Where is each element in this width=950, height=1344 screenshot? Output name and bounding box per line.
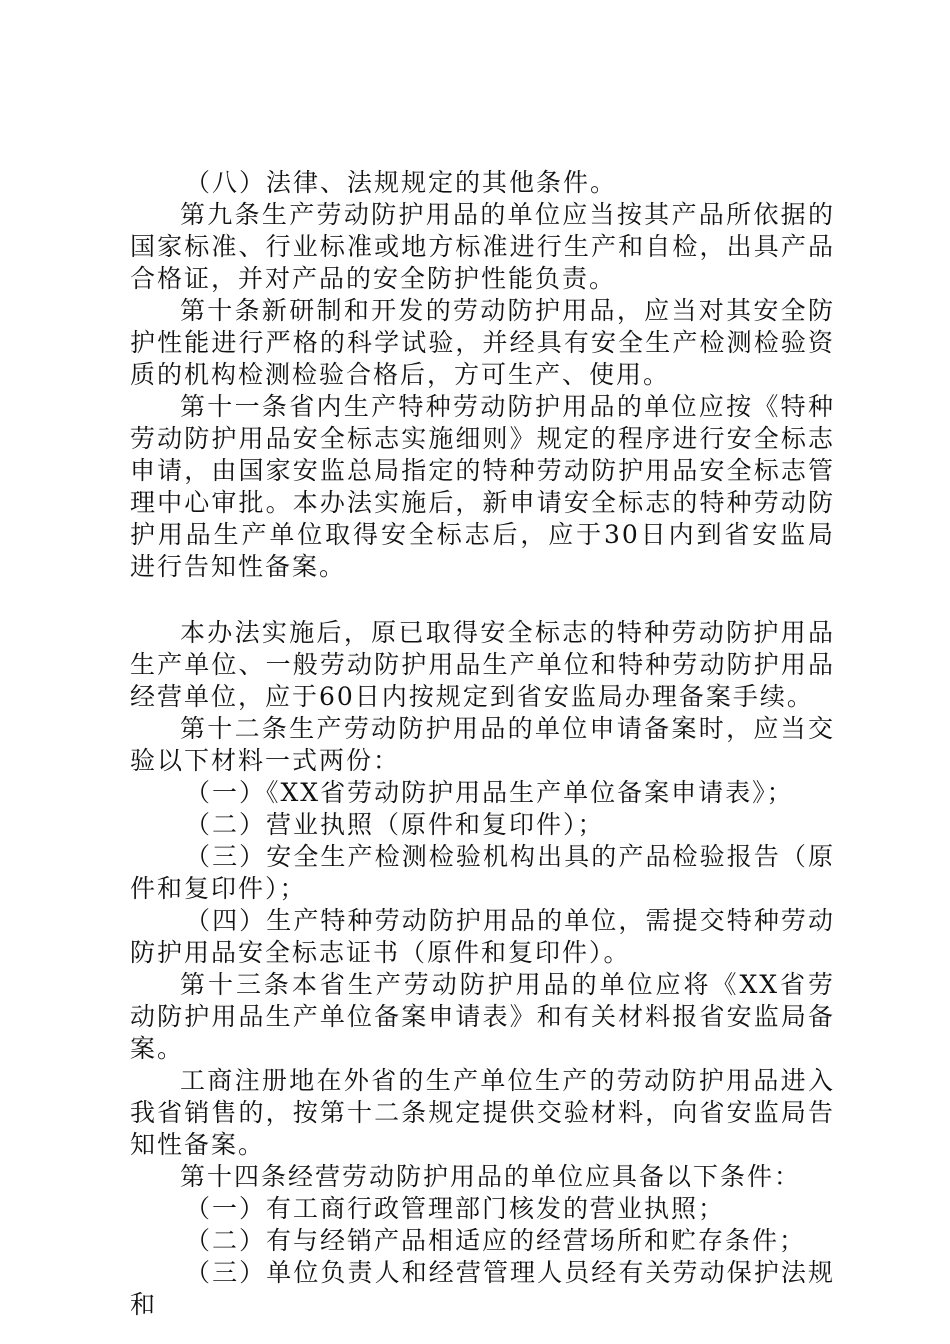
paragraph-article-14: 第十四条经营劳动防护用品的单位应具备以下条件： — [180, 1162, 802, 1191]
paragraph-condition-3: （三）单位负责人和经营管理人员经有关劳动保护法规和 — [130, 1258, 835, 1319]
paragraph-item-1: （一）《XX省劳动防护用品生产单位备案申请表》； — [185, 778, 794, 807]
paragraph-condition-1: （一）有工商行政管理部门核发的营业执照； — [185, 1194, 726, 1223]
paragraph-article-13: 第十三条本省生产劳动防护用品的单位应将《XX省劳动防护用品生产单位备案申请表》和有关材料报省安监局备案。 — [130, 970, 835, 1063]
paragraph-item-8: （八）法律、法规规定的其他条件。 — [185, 168, 618, 197]
paragraph-item-4: （四）生产特种劳动防护用品的单位，需提交特种劳动防护用品安全标志证书（原件和复印件）。 — [130, 906, 835, 967]
document-body — [130, 167, 835, 1321]
paragraph-item-2: （二）营业执照（原件和复印件）； — [185, 810, 605, 839]
paragraph-article-12: 第十二条生产劳动防护用品的单位申请备案时，应当交验以下材料一式两份： — [130, 714, 835, 775]
paragraph-out-of-province: 工商注册地在外省的生产单位生产的劳动防护用品进入我省销售的，按第十二条规定提供交验材料，向省安监局告知性备案。 — [130, 1066, 835, 1159]
paragraph-implementation-note: 本办法实施后，原已取得安全标志的特种劳动防护用品生产单位、一般劳动防护用品生产单位和特种劳动防护用品经营单位，应于60日内按规定到省安监局办理备案手续。 — [130, 618, 835, 711]
paragraph-article-11: 第十一条省内生产特种劳动防护用品的单位应按《特种劳动防护用品安全标志实施细则》规定的程序进行安全标志申请，由国家安监总局指定的特种劳动防护用品安全标志管理中心审批。本办法实施后，新申请安全标志的特种劳动防护用品生产单位取得安全标志后，应于30日内到省安监局进行告知性备案。 — [130, 392, 835, 581]
paragraph-condition-2: （二）有与经销产品相适应的经营场所和贮存条件； — [185, 1226, 807, 1255]
paragraph-item-3: （三）安全生产检测检验机构出具的产品检验报告（原件和复印件）； — [130, 842, 835, 903]
paragraph-article-9: 第九条生产劳动防护用品的单位应当按其产品所依据的国家标准、行业标准或地方标准进行生产和自检，出具产品合格证，并对产品的安全防护性能负责。 — [130, 200, 835, 293]
paragraph-gap — [130, 583, 835, 617]
paragraph-article-10: 第十条新研制和开发的劳动防护用品，应当对其安全防护性能进行严格的科学试验，并经具有安全生产检测检验资质的机构检测检验合格后，方可生产、使用。 — [130, 296, 835, 389]
